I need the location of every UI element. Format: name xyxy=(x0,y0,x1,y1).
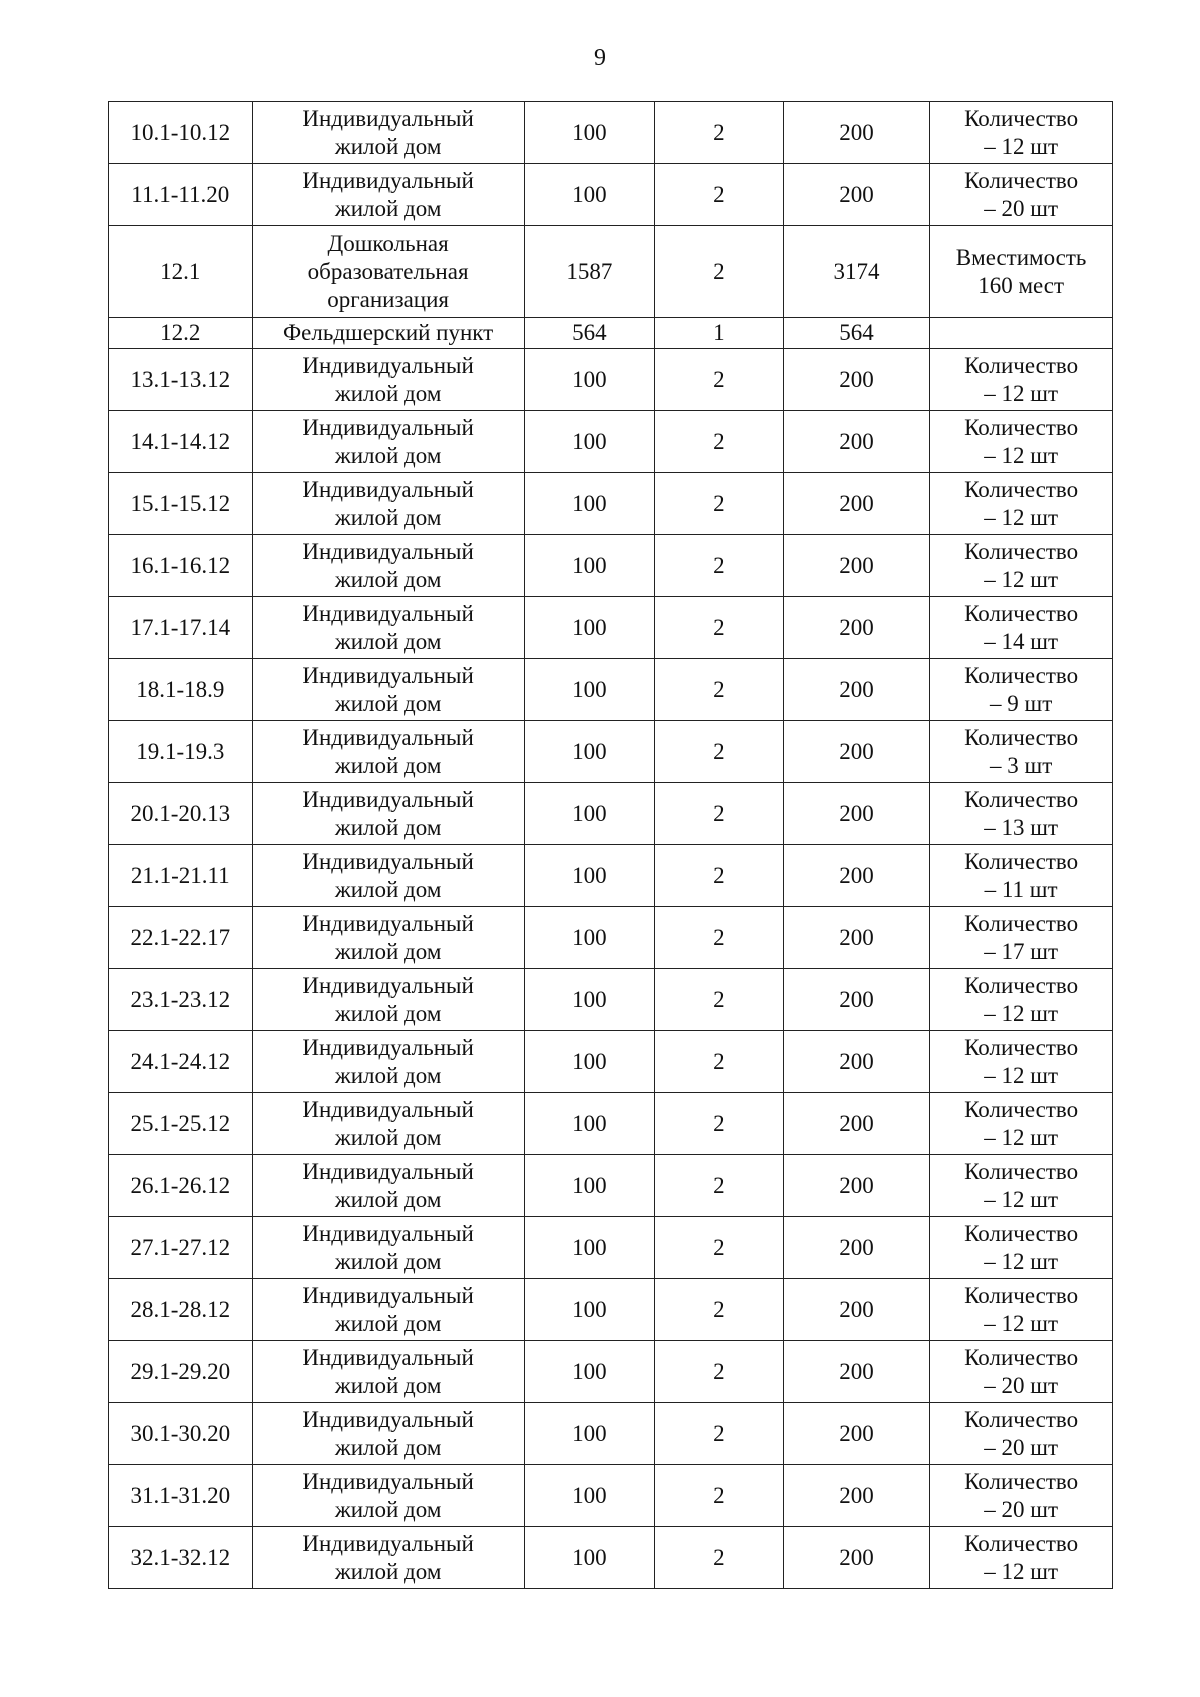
cell-floors: 2 xyxy=(655,535,784,597)
cell-note-line: – 12 шт xyxy=(984,442,1058,468)
cell-note-line: – 11 шт xyxy=(984,876,1058,902)
cell-object-name xyxy=(252,783,524,845)
cell-floors: 2 xyxy=(655,1217,784,1279)
cell-area: 100 xyxy=(524,349,655,411)
cell-object-name-line: жилой дом xyxy=(334,133,442,159)
cell-object-name-line: Индивидуальный xyxy=(302,848,474,874)
cell-area: 100 xyxy=(524,783,655,845)
cell-note-line: – 12 шт xyxy=(984,380,1058,406)
cell-floors: 2 xyxy=(655,1403,784,1465)
cell-object-number: 17.1-17.14 xyxy=(109,597,253,659)
cell-object-name-line: жилой дом xyxy=(334,876,442,902)
cell-object-name-line: Индивидуальный xyxy=(302,1406,474,1432)
cell-object-name-line: Индивидуальный xyxy=(302,538,474,564)
cell-total-area: 200 xyxy=(783,1279,930,1341)
cell-object-number: 14.1-14.12 xyxy=(109,411,253,473)
cell-object-name xyxy=(252,102,524,164)
table-row xyxy=(109,1155,1113,1217)
cell-object-number: 26.1-26.12 xyxy=(109,1155,253,1217)
cell-area: 100 xyxy=(524,969,655,1031)
cell-note-line: – 20 шт xyxy=(984,195,1058,221)
cell-note xyxy=(930,535,1113,597)
cell-object-name-line: Индивидуальный xyxy=(302,1530,474,1556)
cell-object-number: 19.1-19.3 xyxy=(109,721,253,783)
cell-floors: 2 xyxy=(655,164,784,226)
cell-floors: 2 xyxy=(655,1465,784,1527)
cell-total-area: 200 xyxy=(783,1155,930,1217)
cell-total-area: 200 xyxy=(783,845,930,907)
table-row xyxy=(109,349,1113,411)
cell-note-line: Количество xyxy=(964,600,1079,626)
cell-note-line: Количество xyxy=(964,167,1079,193)
cell-area: 100 xyxy=(524,411,655,473)
cell-object-number: 28.1-28.12 xyxy=(109,1279,253,1341)
cell-floors: 2 xyxy=(655,1527,784,1589)
cell-object-name xyxy=(252,1341,524,1403)
cell-area: 100 xyxy=(524,164,655,226)
cell-area: 100 xyxy=(524,102,655,164)
cell-floors: 2 xyxy=(655,411,784,473)
cell-note xyxy=(930,1217,1113,1279)
cell-object-name-line: жилой дом xyxy=(334,752,442,778)
cell-object-name xyxy=(252,164,524,226)
cell-object-number: 30.1-30.20 xyxy=(109,1403,253,1465)
cell-note xyxy=(930,1465,1113,1527)
cell-note-line: Количество xyxy=(964,662,1079,688)
cell-area: 100 xyxy=(524,1403,655,1465)
cell-object-name-line: Индивидуальный xyxy=(302,972,474,998)
cell-object-number: 16.1-16.12 xyxy=(109,535,253,597)
cell-floors: 1 xyxy=(655,318,784,349)
table-row xyxy=(109,1279,1113,1341)
table-row xyxy=(109,597,1113,659)
cell-area: 100 xyxy=(524,721,655,783)
cell-object-name-line: Индивидуальный xyxy=(302,476,474,502)
cell-object-name-line: Индивидуальный xyxy=(302,1034,474,1060)
cell-object-name-line: жилой дом xyxy=(334,1310,442,1336)
cell-object-name-line: жилой дом xyxy=(334,442,442,468)
cell-object-name-line: Индивидуальный xyxy=(302,786,474,812)
cell-object-number: 23.1-23.12 xyxy=(109,969,253,1031)
cell-object-name-line: Индивидуальный xyxy=(302,167,474,193)
cell-object-name xyxy=(252,1155,524,1217)
cell-object-name-line: Индивидуальный xyxy=(302,1468,474,1494)
cell-floors: 2 xyxy=(655,659,784,721)
cell-area: 100 xyxy=(524,907,655,969)
cell-floors: 2 xyxy=(655,349,784,411)
cell-note-line: – 12 шт xyxy=(984,133,1058,159)
table-row xyxy=(109,783,1113,845)
cell-area: 1587 xyxy=(524,226,655,318)
cell-total-area: 200 xyxy=(783,1093,930,1155)
cell-note-line: Количество xyxy=(964,538,1079,564)
cell-object-name-line: Дошкольная xyxy=(327,230,449,256)
cell-object-name-line: жилой дом xyxy=(334,1124,442,1150)
cell-note-line: – 13 шт xyxy=(984,814,1058,840)
cell-note xyxy=(930,845,1113,907)
cell-object-name-line: Индивидуальный xyxy=(302,1344,474,1370)
cell-note-line: – 12 шт xyxy=(984,504,1058,530)
cell-total-area: 564 xyxy=(783,318,930,349)
cell-floors: 2 xyxy=(655,907,784,969)
cell-object-number: 27.1-27.12 xyxy=(109,1217,253,1279)
cell-object-name-line: жилой дом xyxy=(334,380,442,406)
cell-note-line: – 14 шт xyxy=(984,628,1058,654)
cell-total-area: 200 xyxy=(783,349,930,411)
cell-object-number: 18.1-18.9 xyxy=(109,659,253,721)
cell-note-line: Количество xyxy=(964,1344,1079,1370)
cell-object-number: 25.1-25.12 xyxy=(109,1093,253,1155)
cell-floors: 2 xyxy=(655,845,784,907)
cell-note xyxy=(930,318,1113,349)
cell-object-name xyxy=(252,318,524,349)
cell-floors: 2 xyxy=(655,1155,784,1217)
cell-note xyxy=(930,1527,1113,1589)
cell-note-line: Количество xyxy=(964,476,1079,502)
table-row xyxy=(109,659,1113,721)
cell-note xyxy=(930,907,1113,969)
cell-object-name xyxy=(252,907,524,969)
table-row xyxy=(109,1341,1113,1403)
cell-note-line: Количество xyxy=(964,352,1079,378)
cell-note-line: – 12 шт xyxy=(984,1558,1058,1584)
table-row xyxy=(109,1403,1113,1465)
cell-object-number: 11.1-11.20 xyxy=(109,164,253,226)
cell-note-line: Количество xyxy=(964,414,1079,440)
cell-area: 564 xyxy=(524,318,655,349)
cell-floors: 2 xyxy=(655,1093,784,1155)
cell-object-name-line: Индивидуальный xyxy=(302,1158,474,1184)
cell-area: 100 xyxy=(524,535,655,597)
cell-note xyxy=(930,411,1113,473)
cell-note-line: – 12 шт xyxy=(984,566,1058,592)
cell-object-name-line: образовательная xyxy=(307,258,469,284)
cell-area: 100 xyxy=(524,1527,655,1589)
cell-note-line: Количество xyxy=(964,1530,1079,1556)
cell-note xyxy=(930,102,1113,164)
cell-object-number: 32.1-32.12 xyxy=(109,1527,253,1589)
cell-object-name-line: жилой дом xyxy=(334,1062,442,1088)
cell-note xyxy=(930,783,1113,845)
cell-object-name-line: Индивидуальный xyxy=(302,105,474,131)
cell-total-area: 200 xyxy=(783,164,930,226)
cell-object-number: 21.1-21.11 xyxy=(109,845,253,907)
cell-object-number: 10.1-10.12 xyxy=(109,102,253,164)
cell-object-name xyxy=(252,349,524,411)
cell-note xyxy=(930,1341,1113,1403)
cell-floors: 2 xyxy=(655,473,784,535)
cell-total-area: 200 xyxy=(783,1527,930,1589)
cell-note-line: Количество xyxy=(964,1096,1079,1122)
cell-object-number: 29.1-29.20 xyxy=(109,1341,253,1403)
cell-note xyxy=(930,1403,1113,1465)
cell-object-name xyxy=(252,659,524,721)
cell-object-name xyxy=(252,535,524,597)
cell-total-area: 200 xyxy=(783,1341,930,1403)
cell-note-line: – 17 шт xyxy=(984,938,1058,964)
cell-object-name-line: жилой дом xyxy=(334,1186,442,1212)
table-row xyxy=(109,721,1113,783)
cell-floors: 2 xyxy=(655,721,784,783)
cell-note-line: Количество xyxy=(964,1158,1079,1184)
cell-total-area: 200 xyxy=(783,1031,930,1093)
cell-area: 100 xyxy=(524,1279,655,1341)
cell-object-name-line: жилой дом xyxy=(334,504,442,530)
cell-total-area: 200 xyxy=(783,535,930,597)
table-row xyxy=(109,969,1113,1031)
cell-total-area: 200 xyxy=(783,1217,930,1279)
cell-object-number: 13.1-13.12 xyxy=(109,349,253,411)
cell-note xyxy=(930,1093,1113,1155)
cell-note-line: Количество xyxy=(964,848,1079,874)
cell-object-number: 22.1-22.17 xyxy=(109,907,253,969)
table-row xyxy=(109,907,1113,969)
cell-note xyxy=(930,1031,1113,1093)
cell-note-line: Количество xyxy=(964,972,1079,998)
cell-note-line: – 12 шт xyxy=(984,1062,1058,1088)
cell-object-name-line: жилой дом xyxy=(334,938,442,964)
cell-object-name xyxy=(252,411,524,473)
cell-note xyxy=(930,1279,1113,1341)
cell-object-name xyxy=(252,1465,524,1527)
cell-note-line: Количество xyxy=(964,1220,1079,1246)
cell-area: 100 xyxy=(524,659,655,721)
cell-object-name-line: Индивидуальный xyxy=(302,414,474,440)
cell-note-line: – 12 шт xyxy=(984,1124,1058,1150)
cell-object-name-line: жилой дом xyxy=(334,1434,442,1460)
table-row xyxy=(109,164,1113,226)
cell-object-number: 12.2 xyxy=(109,318,253,349)
cell-object-name-line: Индивидуальный xyxy=(302,352,474,378)
cell-area: 100 xyxy=(524,597,655,659)
cell-object-name-line: Индивидуальный xyxy=(302,1096,474,1122)
cell-total-area: 200 xyxy=(783,783,930,845)
page-number: 9 xyxy=(594,45,606,71)
cell-object-number: 15.1-15.12 xyxy=(109,473,253,535)
cell-area: 100 xyxy=(524,1465,655,1527)
cell-total-area: 3174 xyxy=(783,226,930,318)
cell-area: 100 xyxy=(524,1341,655,1403)
cell-object-number: 20.1-20.13 xyxy=(109,783,253,845)
cell-object-name xyxy=(252,226,524,318)
cell-note-line: – 12 шт xyxy=(984,1186,1058,1212)
table-row xyxy=(109,226,1113,318)
cell-total-area: 200 xyxy=(783,102,930,164)
cell-object-name xyxy=(252,969,524,1031)
cell-total-area: 200 xyxy=(783,969,930,1031)
table-row xyxy=(109,1031,1113,1093)
cell-total-area: 200 xyxy=(783,721,930,783)
cell-total-area: 200 xyxy=(783,1465,930,1527)
cell-note-line: Количество xyxy=(964,1282,1079,1308)
cell-note xyxy=(930,1155,1113,1217)
cell-object-name-line: Индивидуальный xyxy=(302,662,474,688)
cell-object-name xyxy=(252,597,524,659)
table-row xyxy=(109,1093,1113,1155)
cell-object-name-line: Индивидуальный xyxy=(302,1220,474,1246)
cell-object-name-line: жилой дом xyxy=(334,1248,442,1274)
cell-note xyxy=(930,473,1113,535)
cell-floors: 2 xyxy=(655,1279,784,1341)
cell-area: 100 xyxy=(524,1093,655,1155)
table-row xyxy=(109,845,1113,907)
cell-object-name-line: Индивидуальный xyxy=(302,600,474,626)
cell-total-area: 200 xyxy=(783,597,930,659)
cell-note-line: – 12 шт xyxy=(984,1310,1058,1336)
cell-object-name-line: жилой дом xyxy=(334,1496,442,1522)
cell-note xyxy=(930,226,1113,318)
cell-object-name-line: организация xyxy=(327,286,449,312)
cell-object-name-line: жилой дом xyxy=(334,690,442,716)
cell-note xyxy=(930,659,1113,721)
cell-floors: 2 xyxy=(655,597,784,659)
cell-note xyxy=(930,969,1113,1031)
cell-note-line: – 12 шт xyxy=(984,1000,1058,1026)
cell-object-name-line: Индивидуальный xyxy=(302,910,474,936)
cell-note-line: – 20 шт xyxy=(984,1434,1058,1460)
cell-floors: 2 xyxy=(655,1341,784,1403)
table-row xyxy=(109,411,1113,473)
cell-note xyxy=(930,164,1113,226)
cell-object-name xyxy=(252,1403,524,1465)
cell-note-line: Количество xyxy=(964,786,1079,812)
cell-object-name xyxy=(252,1527,524,1589)
cell-note-line: Вместимость xyxy=(955,244,1087,270)
cell-total-area: 200 xyxy=(783,907,930,969)
cell-object-number: 24.1-24.12 xyxy=(109,1031,253,1093)
cell-object-name xyxy=(252,721,524,783)
cell-object-name-line: жилой дом xyxy=(334,1558,442,1584)
cell-object-name-line: жилой дом xyxy=(334,1000,442,1026)
cell-object-name-line: жилой дом xyxy=(334,628,442,654)
table-row xyxy=(109,102,1113,164)
cell-object-name-line: Фельдшерский пункт xyxy=(282,320,494,345)
cell-note-line: Количество xyxy=(964,1406,1079,1432)
cell-area: 100 xyxy=(524,473,655,535)
cell-object-name xyxy=(252,1279,524,1341)
cell-object-name-line: жилой дом xyxy=(334,1372,442,1398)
buildings-table xyxy=(108,101,1113,1589)
cell-note-line: Количество xyxy=(964,724,1079,750)
cell-area: 100 xyxy=(524,1031,655,1093)
cell-object-name-line: Индивидуальный xyxy=(302,1282,474,1308)
cell-object-number: 12.1 xyxy=(109,226,253,318)
cell-object-name xyxy=(252,1217,524,1279)
cell-object-name xyxy=(252,473,524,535)
cell-note xyxy=(930,349,1113,411)
cell-floors: 2 xyxy=(655,1031,784,1093)
cell-floors: 2 xyxy=(655,783,784,845)
cell-object-name-line: жилой дом xyxy=(334,566,442,592)
cell-object-name-line: Индивидуальный xyxy=(302,724,474,750)
cell-area: 100 xyxy=(524,1155,655,1217)
cell-note xyxy=(930,597,1113,659)
cell-note-line: – 9 шт xyxy=(989,690,1053,716)
cell-area: 100 xyxy=(524,1217,655,1279)
cell-note xyxy=(930,721,1113,783)
table-body xyxy=(109,102,1113,1589)
cell-floors: 2 xyxy=(655,226,784,318)
table-row xyxy=(109,473,1113,535)
cell-note-line: Количество xyxy=(964,1034,1079,1060)
cell-note-line: Количество xyxy=(964,105,1079,131)
cell-note-line: – 20 шт xyxy=(984,1496,1058,1522)
cell-object-name-line: жилой дом xyxy=(334,814,442,840)
cell-note-line: Количество xyxy=(964,910,1079,936)
table-row xyxy=(109,1527,1113,1589)
cell-object-name xyxy=(252,845,524,907)
cell-total-area: 200 xyxy=(783,473,930,535)
table-row xyxy=(109,1465,1113,1527)
cell-note-line: 160 мест xyxy=(978,272,1065,298)
cell-object-name-line: жилой дом xyxy=(334,195,442,221)
cell-note-line: Количество xyxy=(964,1468,1079,1494)
cell-object-number: 31.1-31.20 xyxy=(109,1465,253,1527)
table-row xyxy=(109,318,1113,349)
cell-floors: 2 xyxy=(655,102,784,164)
cell-object-name xyxy=(252,1093,524,1155)
cell-area: 100 xyxy=(524,845,655,907)
cell-note-line: – 3 шт xyxy=(989,752,1053,778)
cell-note-line: – 20 шт xyxy=(984,1372,1058,1398)
cell-total-area: 200 xyxy=(783,411,930,473)
table-row xyxy=(109,1217,1113,1279)
cell-total-area: 200 xyxy=(783,1403,930,1465)
table-row xyxy=(109,535,1113,597)
cell-total-area: 200 xyxy=(783,659,930,721)
cell-note-line: – 12 шт xyxy=(984,1248,1058,1274)
cell-object-name xyxy=(252,1031,524,1093)
cell-floors: 2 xyxy=(655,969,784,1031)
